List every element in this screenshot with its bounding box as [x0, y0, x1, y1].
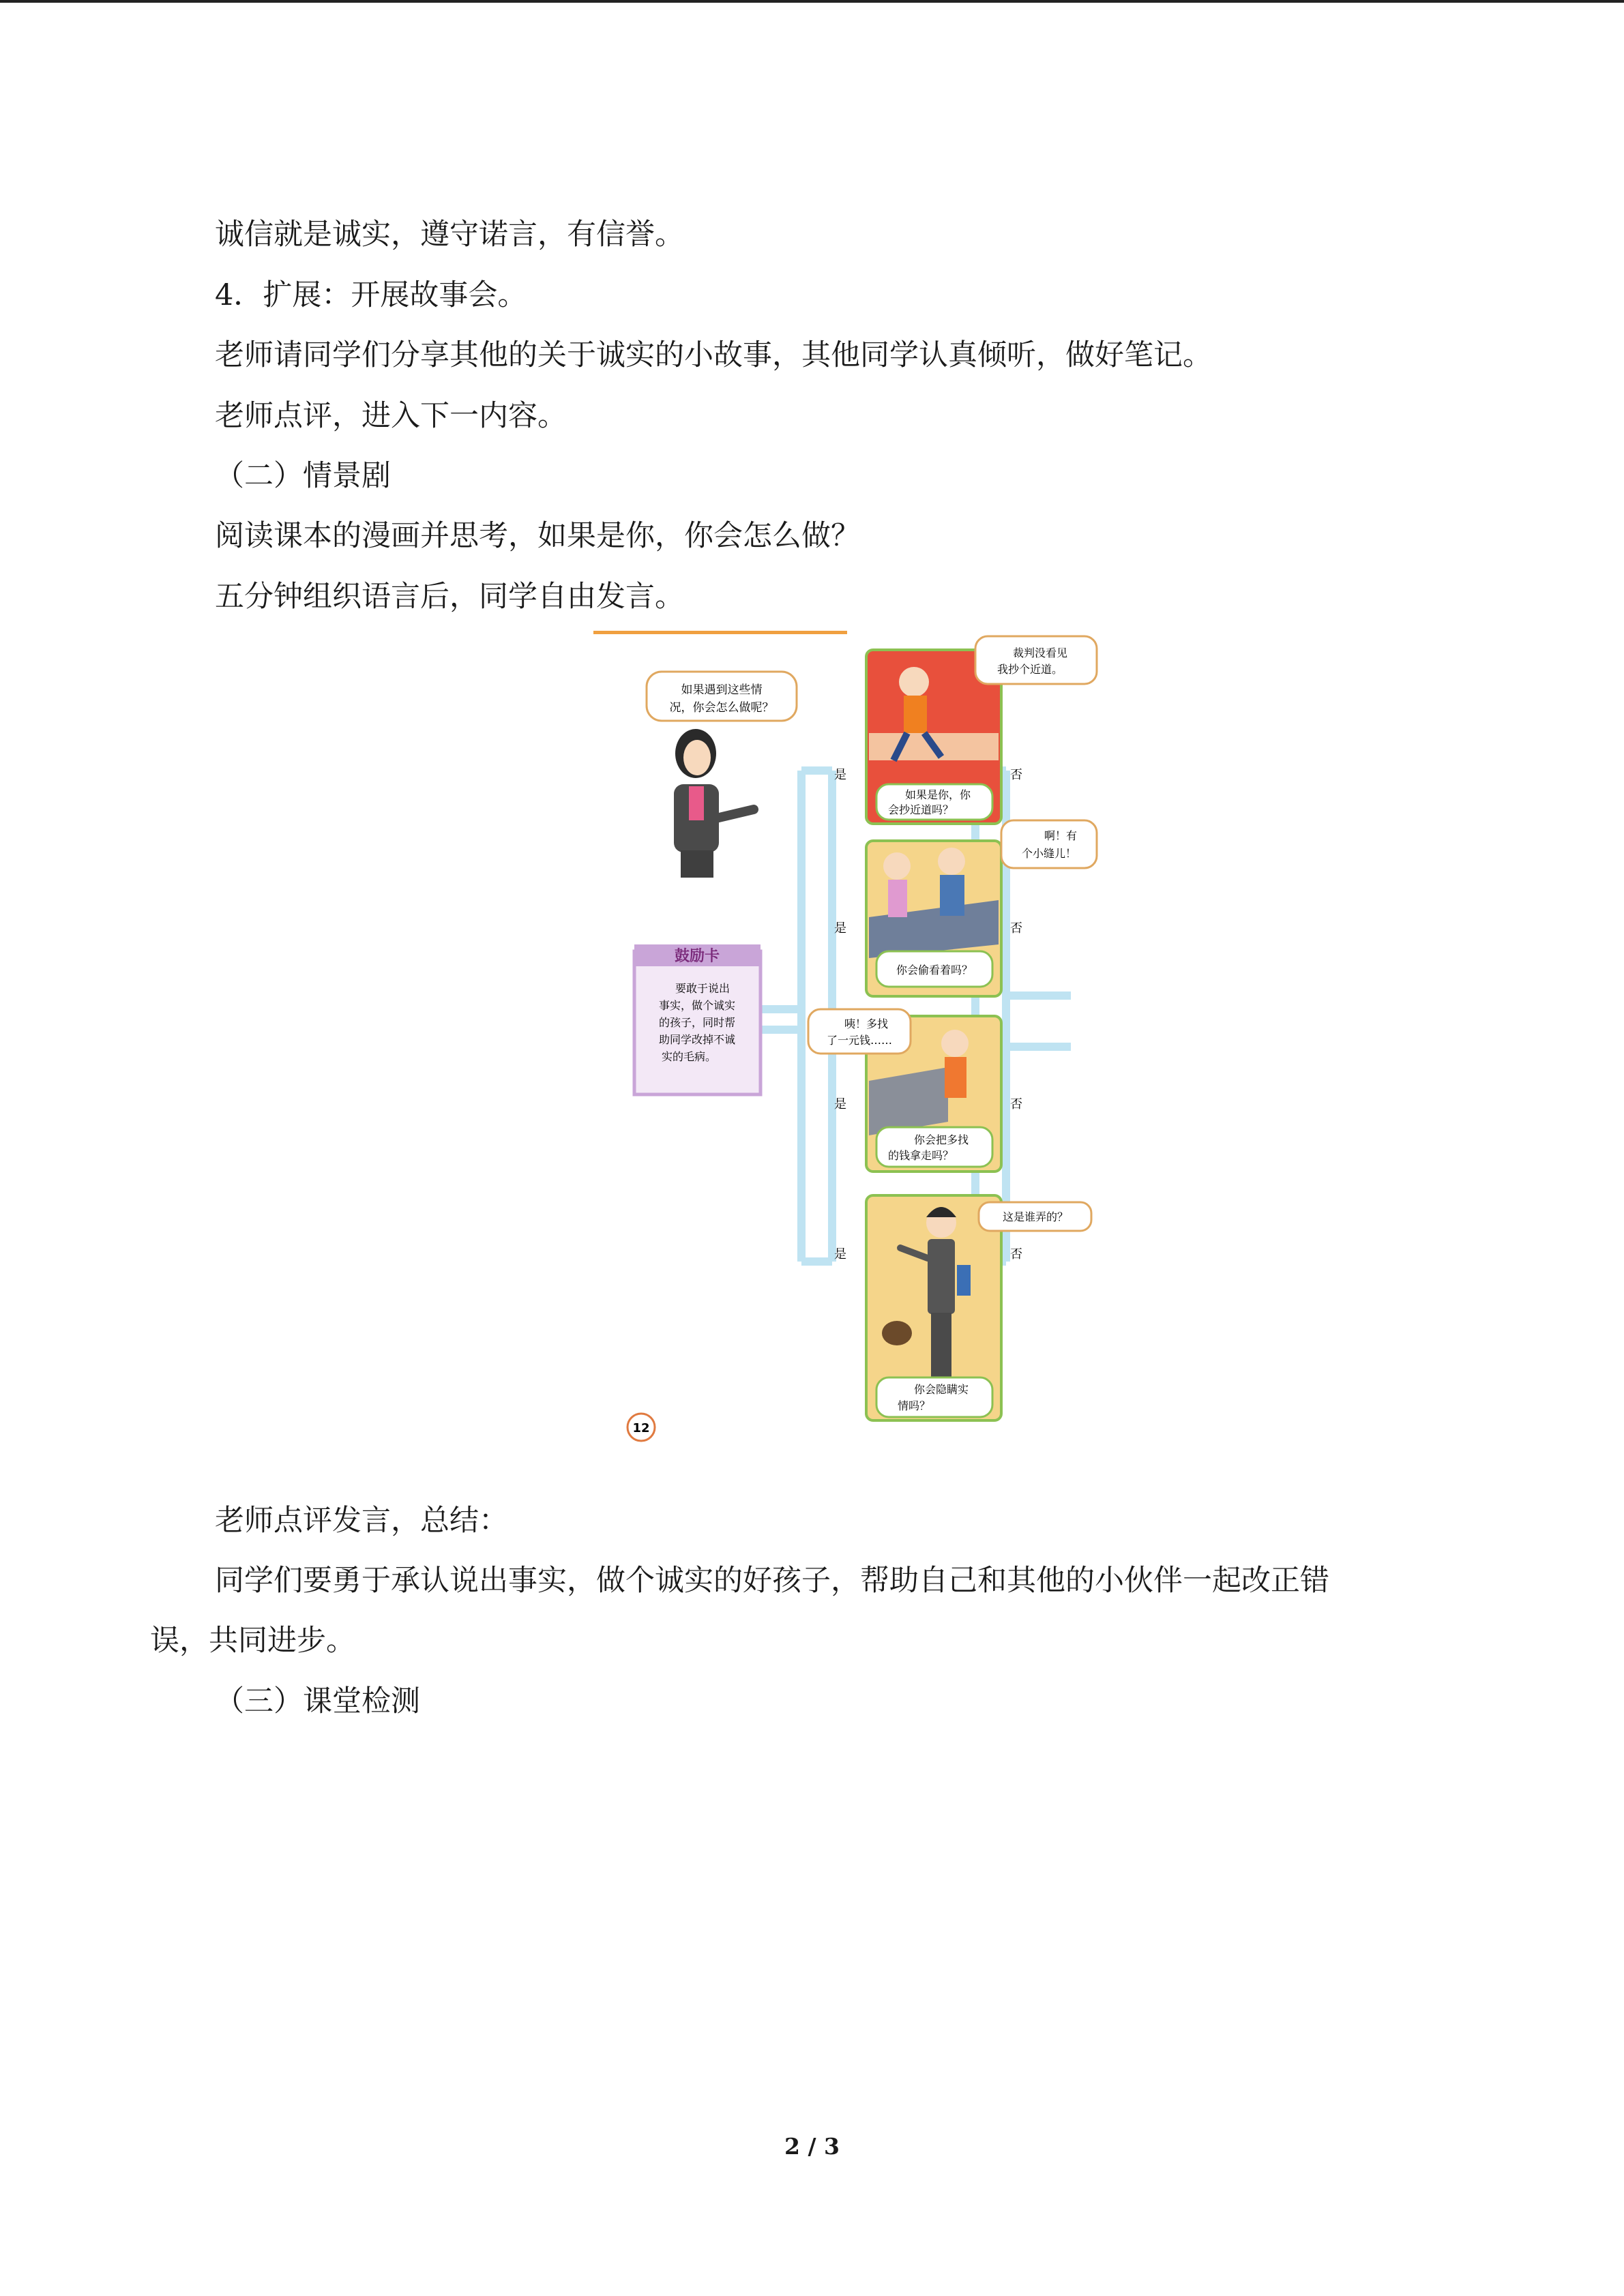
card-line-3: 的孩子，同时帮: [658, 1016, 736, 1029]
panel-3-speech-line-2: 了一元钱……: [826, 1034, 893, 1047]
paragraph-teacher-summary: 老师点评发言，总结：: [215, 1504, 508, 1538]
panel-3-question-line-2: 的钱拿走吗？: [887, 1149, 954, 1162]
paragraph-integrity-definition: 诚信就是诚实，遵守诺言，有信誉。: [215, 218, 684, 252]
figure-top-rule: [593, 631, 847, 634]
page-top-rule: [0, 0, 1624, 3]
panel-4-speech-bubble: [979, 1202, 1091, 1231]
card-line-1: 要敢于说出: [675, 982, 730, 995]
card-title: 鼓励卡: [674, 948, 720, 965]
textbook-page-number: [628, 1414, 655, 1441]
section-heading-3: （三）课堂检测: [215, 1684, 420, 1718]
panel-1-yes-label: 是: [834, 768, 846, 782]
comic-illustration: [593, 631, 1098, 1449]
paragraph-extension: 4．扩展：开展故事会。: [215, 278, 527, 312]
panel-4-no-label: 否: [1010, 1247, 1022, 1262]
svg-text:12: 12: [632, 1421, 650, 1435]
paragraph-teacher-share: 老师请同学们分享其他的关于诚实的小故事，其他同学认真倾听，做好笔记。: [215, 338, 1212, 372]
paragraph-speak-freely: 五分钟组织语言后，同学自由发言。: [215, 580, 684, 614]
panel-3-speech-bubble: [808, 1009, 911, 1054]
panel-3-no-label: 否: [1010, 1097, 1022, 1112]
teacher-figure: [674, 729, 754, 878]
panel-3-question-line-1: 你会把多找: [913, 1133, 969, 1146]
encouragement-card: [634, 944, 761, 1094]
panel-1-question-line-1: 如果是你，你: [904, 788, 971, 801]
panel-4-question-line-1: 你会隐瞒实: [913, 1383, 969, 1396]
panel-4-question-line-2: 情吗？: [897, 1399, 931, 1412]
card-line-2: 事实，做个诚实: [658, 999, 736, 1012]
paragraph-summary-line-2: 误，共同进步。: [150, 1624, 355, 1658]
comic-panel-4: [866, 1195, 1001, 1420]
panel-2-speech-line-2: 个小缝儿！: [1021, 847, 1077, 860]
panel-2-yes-label: 是: [834, 921, 846, 936]
panel-2-speech-line-1: 啊！有: [1044, 829, 1078, 842]
panel-1-speech-line-1: 裁判没看见: [1012, 646, 1068, 659]
teacher-bubble-line-2: 况，你会怎么做呢？: [669, 701, 774, 715]
paragraph-read-comic: 阅读课本的漫画并思考，如果是你，你会怎么做？: [215, 519, 860, 553]
teacher-speech-bubble: [647, 672, 797, 721]
panel-2-question: 你会偷看着吗？: [896, 964, 973, 976]
panel-3-speech-line-1: 咦！多找: [844, 1017, 889, 1030]
card-line-4: 助同学改掉不诚: [658, 1033, 736, 1046]
teacher-bubble-line-1: 如果遇到这些情: [681, 683, 763, 697]
panel-4-yes-label: 是: [834, 1247, 846, 1262]
panel-1-no-label: 否: [1010, 768, 1022, 782]
panel-1-question-line-2: 会抄近道吗？: [887, 803, 954, 816]
panel-4-speech: 这是谁弄的？: [1002, 1210, 1069, 1223]
panel-2-speech-bubble: [1001, 820, 1097, 868]
comic-panel-2: [866, 841, 1001, 996]
paragraph-teacher-comment: 老师点评，进入下一内容。: [215, 399, 567, 433]
paragraph-summary-line-1: 同学们要勇于承认说出事实，做个诚实的好孩子，帮助自己和其他的小伙伴一起改正错: [215, 1564, 1329, 1598]
card-line-5: 实的毛病。: [661, 1050, 717, 1063]
panel-1-speech-bubble: [975, 636, 1097, 684]
panel-2-no-label: 否: [1010, 921, 1022, 936]
page-footer-number: 2 / 3: [784, 2133, 840, 2160]
section-heading-2: （二）情景剧: [215, 459, 391, 493]
panel-3-yes-label: 是: [834, 1097, 846, 1112]
panel-1-speech-line-2: 我抄个近道。: [996, 663, 1063, 676]
